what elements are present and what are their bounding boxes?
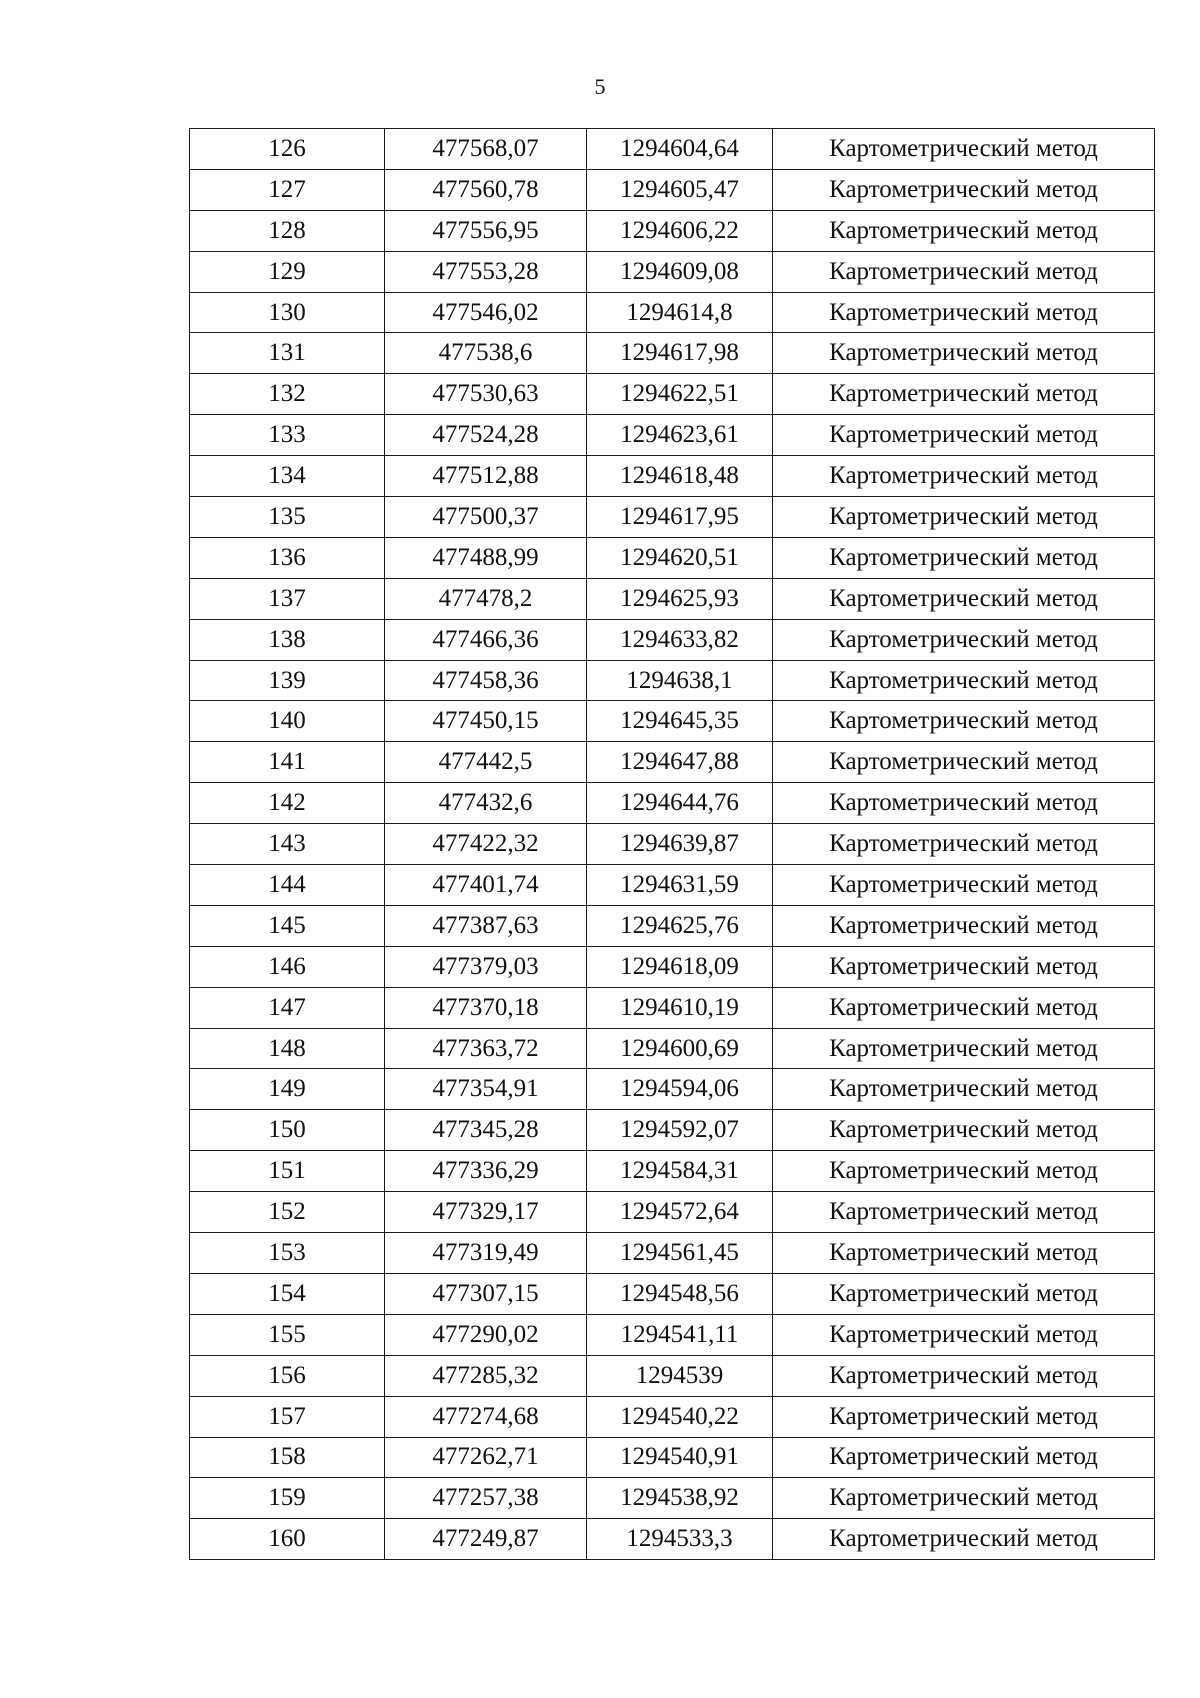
method-cell: Картометрический метод [773,292,1155,333]
method-cell: Картометрический метод [773,210,1155,251]
x-coordinate-cell: 477401,74 [385,865,587,906]
y-coordinate-cell: 1294618,48 [587,456,773,497]
point-number-cell: 142 [190,783,385,824]
x-coordinate-cell: 477329,17 [385,1192,587,1233]
method-cell: Картометрический метод [773,333,1155,374]
y-coordinate-cell: 1294647,88 [587,742,773,783]
table-row [190,374,1155,415]
x-coordinate-cell: 477530,63 [385,374,587,415]
point-number-cell: 139 [190,660,385,701]
y-coordinate-cell: 1294609,08 [587,251,773,292]
table-row [190,742,1155,783]
method-cell: Картометрический метод [773,865,1155,906]
table-row [190,1478,1155,1519]
point-number-cell: 143 [190,824,385,865]
method-cell: Картометрический метод [773,1396,1155,1437]
y-coordinate-cell: 1294633,82 [587,619,773,660]
y-coordinate-cell: 1294594,06 [587,1069,773,1110]
method-cell: Картометрический метод [773,1110,1155,1151]
y-coordinate-cell: 1294592,07 [587,1110,773,1151]
y-coordinate-cell: 1294606,22 [587,210,773,251]
table-row [190,129,1155,170]
y-coordinate-cell: 1294620,51 [587,537,773,578]
y-coordinate-cell: 1294614,8 [587,292,773,333]
x-coordinate-cell: 477370,18 [385,987,587,1028]
point-number-cell: 149 [190,1069,385,1110]
point-number-cell: 131 [190,333,385,374]
x-coordinate-cell: 477442,5 [385,742,587,783]
method-cell: Картометрический метод [773,1519,1155,1560]
table-row [190,905,1155,946]
method-cell: Картометрический метод [773,1478,1155,1519]
point-number-cell: 138 [190,619,385,660]
y-coordinate-cell: 1294600,69 [587,1028,773,1069]
method-cell: Картометрический метод [773,619,1155,660]
y-coordinate-cell: 1294584,31 [587,1151,773,1192]
x-coordinate-cell: 477257,38 [385,1478,587,1519]
method-cell: Картометрический метод [773,987,1155,1028]
point-number-cell: 159 [190,1478,385,1519]
x-coordinate-cell: 477553,28 [385,251,587,292]
table-row [190,946,1155,987]
table-row [190,537,1155,578]
table-row [190,415,1155,456]
y-coordinate-cell: 1294605,47 [587,169,773,210]
point-number-cell: 156 [190,1355,385,1396]
table-row [190,660,1155,701]
point-number-cell: 134 [190,456,385,497]
x-coordinate-cell: 477524,28 [385,415,587,456]
x-coordinate-cell: 477500,37 [385,497,587,538]
y-coordinate-cell: 1294645,35 [587,701,773,742]
x-coordinate-cell: 477290,02 [385,1314,587,1355]
table-row [190,333,1155,374]
y-coordinate-cell: 1294622,51 [587,374,773,415]
point-number-cell: 145 [190,905,385,946]
x-coordinate-cell: 477379,03 [385,946,587,987]
method-cell: Картометрический метод [773,415,1155,456]
y-coordinate-cell: 1294623,61 [587,415,773,456]
y-coordinate-cell: 1294572,64 [587,1192,773,1233]
point-number-cell: 157 [190,1396,385,1437]
method-cell: Картометрический метод [773,905,1155,946]
y-coordinate-cell: 1294533,3 [587,1519,773,1560]
x-coordinate-cell: 477568,07 [385,129,587,170]
table-row [190,1192,1155,1233]
x-coordinate-cell: 477466,36 [385,619,587,660]
table-row [190,1437,1155,1478]
table-row [190,824,1155,865]
method-cell: Картометрический метод [773,578,1155,619]
point-number-cell: 129 [190,251,385,292]
x-coordinate-cell: 477262,71 [385,1437,587,1478]
point-number-cell: 158 [190,1437,385,1478]
table-row [190,292,1155,333]
method-cell: Картометрический метод [773,456,1155,497]
method-cell: Картометрический метод [773,1314,1155,1355]
method-cell: Картометрический метод [773,1273,1155,1314]
y-coordinate-cell: 1294644,76 [587,783,773,824]
table-row [190,1028,1155,1069]
y-coordinate-cell: 1294638,1 [587,660,773,701]
y-coordinate-cell: 1294538,92 [587,1478,773,1519]
x-coordinate-cell: 477512,88 [385,456,587,497]
method-cell: Картометрический метод [773,1355,1155,1396]
table-row [190,1519,1155,1560]
x-coordinate-cell: 477249,87 [385,1519,587,1560]
method-cell: Картометрический метод [773,946,1155,987]
x-coordinate-cell: 477285,32 [385,1355,587,1396]
table-row [190,987,1155,1028]
table-row [190,1233,1155,1274]
point-number-cell: 160 [190,1519,385,1560]
coordinates-table-body [190,129,1155,1560]
table-row [190,210,1155,251]
point-number-cell: 151 [190,1151,385,1192]
y-coordinate-cell: 1294631,59 [587,865,773,906]
point-number-cell: 132 [190,374,385,415]
table-row [190,1273,1155,1314]
y-coordinate-cell: 1294540,22 [587,1396,773,1437]
method-cell: Картометрический метод [773,1028,1155,1069]
point-number-cell: 137 [190,578,385,619]
table-row [190,578,1155,619]
method-cell: Картометрический метод [773,537,1155,578]
x-coordinate-cell: 477387,63 [385,905,587,946]
table-row [190,169,1155,210]
point-number-cell: 144 [190,865,385,906]
x-coordinate-cell: 477363,72 [385,1028,587,1069]
table-row [190,251,1155,292]
y-coordinate-cell: 1294617,98 [587,333,773,374]
x-coordinate-cell: 477319,49 [385,1233,587,1274]
table-row [190,865,1155,906]
x-coordinate-cell: 477488,99 [385,537,587,578]
y-coordinate-cell: 1294541,11 [587,1314,773,1355]
y-coordinate-cell: 1294539 [587,1355,773,1396]
x-coordinate-cell: 477556,95 [385,210,587,251]
x-coordinate-cell: 477307,15 [385,1273,587,1314]
method-cell: Картометрический метод [773,497,1155,538]
point-number-cell: 150 [190,1110,385,1151]
coordinates-table [189,128,1155,1560]
y-coordinate-cell: 1294540,91 [587,1437,773,1478]
point-number-cell: 141 [190,742,385,783]
method-cell: Картометрический метод [773,251,1155,292]
point-number-cell: 155 [190,1314,385,1355]
table-row [190,1314,1155,1355]
y-coordinate-cell: 1294561,45 [587,1233,773,1274]
x-coordinate-cell: 477274,68 [385,1396,587,1437]
x-coordinate-cell: 477450,15 [385,701,587,742]
method-cell: Картометрический метод [773,1192,1155,1233]
x-coordinate-cell: 477432,6 [385,783,587,824]
method-cell: Картометрический метод [773,701,1155,742]
method-cell: Картометрический метод [773,1151,1155,1192]
table-row [190,1110,1155,1151]
x-coordinate-cell: 477458,36 [385,660,587,701]
point-number-cell: 146 [190,946,385,987]
y-coordinate-cell: 1294625,93 [587,578,773,619]
point-number-cell: 154 [190,1273,385,1314]
point-number-cell: 153 [190,1233,385,1274]
table-row [190,619,1155,660]
point-number-cell: 130 [190,292,385,333]
y-coordinate-cell: 1294604,64 [587,129,773,170]
point-number-cell: 133 [190,415,385,456]
x-coordinate-cell: 477560,78 [385,169,587,210]
method-cell: Картометрический метод [773,1437,1155,1478]
y-coordinate-cell: 1294618,09 [587,946,773,987]
point-number-cell: 128 [190,210,385,251]
point-number-cell: 152 [190,1192,385,1233]
y-coordinate-cell: 1294610,19 [587,987,773,1028]
page-number: 5 [594,74,606,99]
point-number-cell: 127 [190,169,385,210]
method-cell: Картометрический метод [773,129,1155,170]
table-row [190,701,1155,742]
table-row [190,456,1155,497]
point-number-cell: 147 [190,987,385,1028]
y-coordinate-cell: 1294617,95 [587,497,773,538]
x-coordinate-cell: 477478,2 [385,578,587,619]
y-coordinate-cell: 1294625,76 [587,905,773,946]
method-cell: Картометрический метод [773,1233,1155,1274]
method-cell: Картометрический метод [773,660,1155,701]
x-coordinate-cell: 477538,6 [385,333,587,374]
point-number-cell: 126 [190,129,385,170]
table-row [190,1396,1155,1437]
table-row [190,1355,1155,1396]
point-number-cell: 136 [190,537,385,578]
method-cell: Картометрический метод [773,374,1155,415]
table-row [190,783,1155,824]
table-row [190,1069,1155,1110]
point-number-cell: 148 [190,1028,385,1069]
table-row [190,497,1155,538]
method-cell: Картометрический метод [773,824,1155,865]
y-coordinate-cell: 1294548,56 [587,1273,773,1314]
method-cell: Картометрический метод [773,742,1155,783]
x-coordinate-cell: 477546,02 [385,292,587,333]
method-cell: Картометрический метод [773,783,1155,824]
point-number-cell: 135 [190,497,385,538]
y-coordinate-cell: 1294639,87 [587,824,773,865]
method-cell: Картометрический метод [773,169,1155,210]
x-coordinate-cell: 477345,28 [385,1110,587,1151]
point-number-cell: 140 [190,701,385,742]
x-coordinate-cell: 477422,32 [385,824,587,865]
x-coordinate-cell: 477336,29 [385,1151,587,1192]
method-cell: Картометрический метод [773,1069,1155,1110]
x-coordinate-cell: 477354,91 [385,1069,587,1110]
table-row [190,1151,1155,1192]
